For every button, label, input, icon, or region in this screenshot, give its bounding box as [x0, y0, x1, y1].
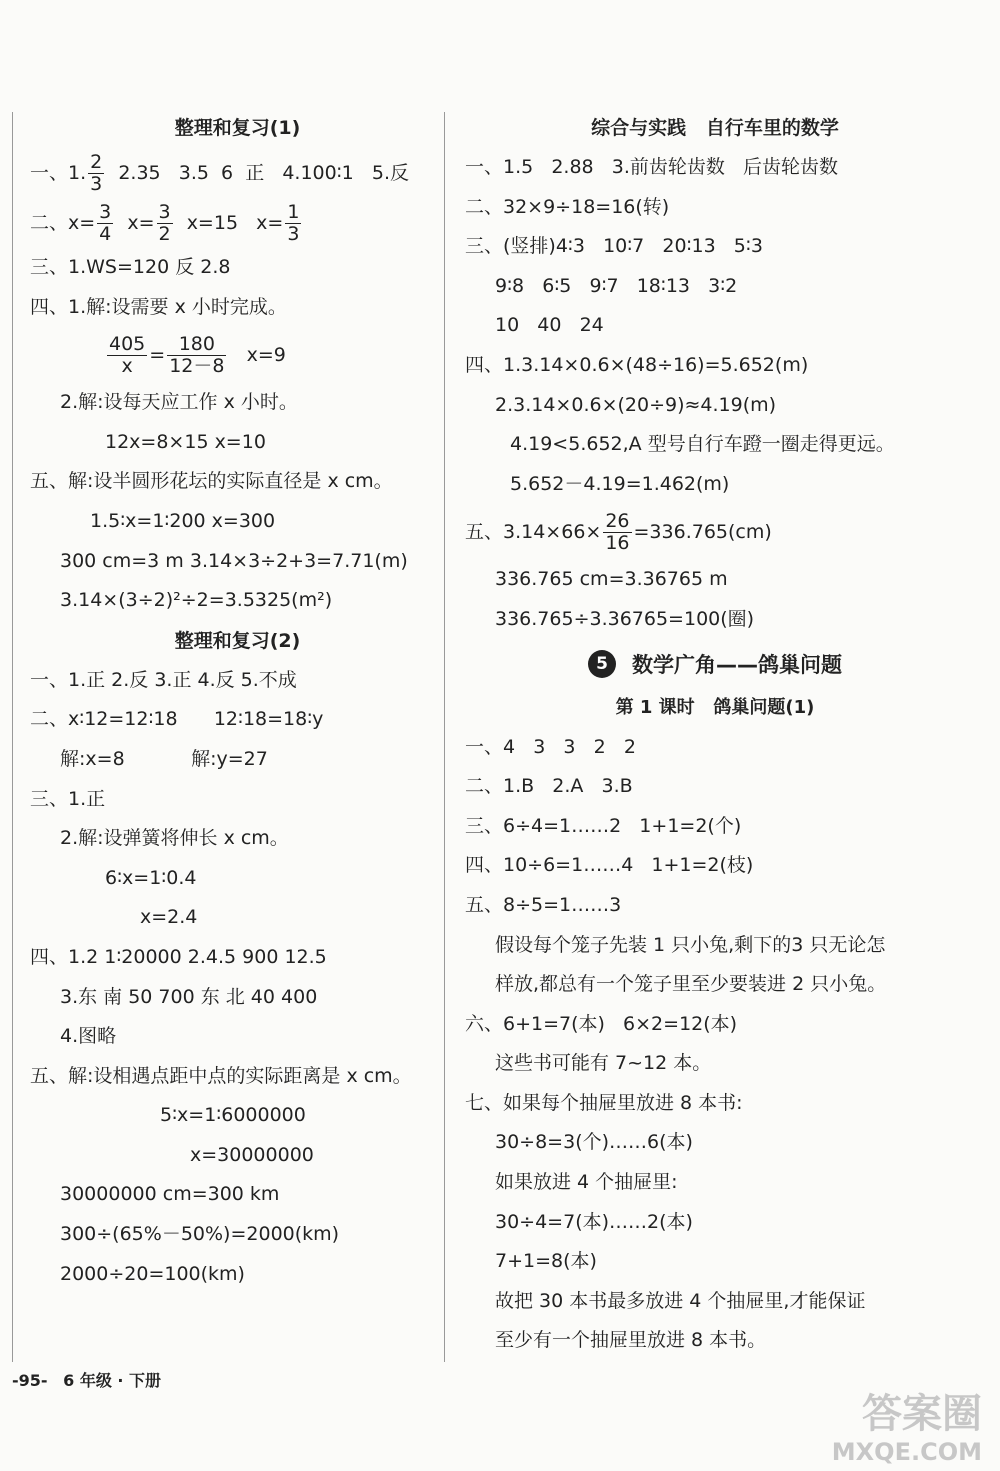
- answer-line: 336.765÷3.36765=100(圈): [495, 607, 755, 630]
- answer-line: x=30000000: [190, 1143, 314, 1166]
- left-column: [30, 108, 445, 1294]
- answer-line: 4.19<5.652,A 型号自行车蹬一圈走得更远。: [510, 433, 895, 456]
- denominator: 3: [287, 223, 300, 245]
- fraction: [88, 152, 104, 195]
- answer-text: 五、3.14×66×: [465, 521, 602, 544]
- fraction: [107, 334, 147, 377]
- numerator: 3: [99, 201, 112, 224]
- answer-line: 四、1.3.14×0.6×(48÷16)=5.652(m): [465, 353, 809, 376]
- lesson-title: 第 1 课时 鸽巢问题(1): [615, 696, 815, 718]
- section-title: 整理和复习(2): [174, 629, 301, 652]
- watermark-logo: 答案圈: [862, 1391, 982, 1437]
- answer-line: 30000000 cm=300 km: [60, 1183, 280, 1206]
- answer-text: x=15 x=: [174, 212, 284, 234]
- answer-line: 30÷4=7(本)……2(本): [495, 1210, 693, 1233]
- answer-line: 二、x∶12=12∶18 12∶18=18∶y: [30, 708, 324, 731]
- fraction: [97, 202, 113, 245]
- denominator: x: [121, 355, 133, 378]
- answer-line: [30, 327, 445, 383]
- answer-line: 二、1.B 2.A 3.B: [465, 775, 633, 798]
- section-title: 整理和复习(1): [174, 117, 301, 139]
- numerator: 3: [158, 201, 171, 224]
- answer-line: 至少有一个抽屉里放进 8 本书。: [495, 1329, 767, 1352]
- answer-line: 300÷(65%－50%)=2000(km): [60, 1223, 340, 1246]
- answer-line: x=2.4: [140, 906, 198, 929]
- numerator: 2: [90, 151, 103, 174]
- grade-label: 6 年级 · 下册: [63, 1371, 162, 1390]
- answer-line: 三、6÷4=1……2 1+1=2(个): [465, 814, 742, 837]
- answer-line: 四、10÷6=1……4 1+1=2(枝): [465, 854, 754, 877]
- numerator: 26: [605, 510, 630, 533]
- answer-line: 5.652－4.19=1.462(m): [510, 472, 730, 495]
- chapter-number-badge: 5: [588, 650, 616, 678]
- answer-line: 10 40 24: [495, 314, 604, 337]
- answer-text: x=9: [228, 344, 286, 367]
- section-title: 综合与实践 自行车里的数学: [591, 117, 839, 139]
- left-margin-line: [12, 112, 13, 1362]
- answer-text: =: [149, 344, 166, 367]
- answer-text: x=: [115, 212, 155, 234]
- answer-line: [465, 504, 965, 560]
- numerator: 405: [109, 333, 146, 356]
- fraction: [285, 202, 301, 245]
- right-column: [465, 108, 965, 1361]
- answer-text: 二、x=: [30, 212, 96, 234]
- answer-line: 3.东 南 50 700 东 北 40 400: [60, 985, 318, 1008]
- answer-line: 336.765 cm=3.36765 m: [495, 568, 728, 591]
- page-number: -95-: [12, 1371, 48, 1390]
- answer-line: 样放,都总有一个笼子里至少要装进 2 只小兔。: [495, 973, 887, 996]
- answer-line: 四、1.2 1∶20000 2.4.5 900 12.5: [30, 945, 327, 968]
- answer-text: =336.765(cm): [633, 521, 772, 544]
- answer-line: 7+1=8(本): [495, 1250, 597, 1273]
- denominator: 4: [99, 223, 112, 245]
- answer-line: 2000÷20=100(km): [60, 1262, 245, 1285]
- fraction: [167, 334, 226, 377]
- answer-line: 这些书可能有 7~12 本。: [495, 1052, 712, 1075]
- numerator: 180: [167, 334, 226, 356]
- answer-line: 六、6+1=7(本) 6×2=12(本): [465, 1012, 738, 1035]
- answer-line: 6∶x=1∶0.4: [105, 866, 197, 889]
- fraction: [603, 511, 631, 554]
- answer-line: 三、1.正: [30, 787, 106, 810]
- answer-line: 解:x=8 解:y=27: [60, 747, 268, 770]
- answer-line: 1.5∶x=1∶200 x=300: [90, 509, 276, 532]
- answer-line: [30, 198, 445, 248]
- answer-line: 如果放进 4 个抽屉里:: [495, 1171, 678, 1194]
- answer-line: 一、4 3 3 2 2: [465, 735, 636, 758]
- answer-line: 一、1.正 2.反 3.正 4.反 5.不成: [30, 668, 297, 691]
- answer-line: 三、1.WS=120 反 2.8: [30, 256, 231, 278]
- answer-text: 一、1.: [30, 162, 87, 184]
- chapter-title: 数学广角——鸽巢问题: [632, 652, 842, 677]
- answer-line: 5∶x=1∶6000000: [160, 1104, 306, 1127]
- answer-line: 9∶8 6∶5 9∶7 18∶13 3∶2: [495, 274, 738, 297]
- denominator: 2: [158, 223, 171, 245]
- answer-line: 五、解:设相遇点距中点的实际距离是 x cm。: [30, 1064, 412, 1087]
- answer-line: 300 cm=3 m 3.14×3÷2+3=7.71(m): [60, 549, 408, 572]
- answer-line: 三、(竖排)4∶3 10∶7 20∶13 5∶3: [465, 235, 763, 258]
- denominator: 12－8: [169, 355, 225, 378]
- answer-line: 四、1.解:设需要 x 小时完成。: [30, 295, 287, 318]
- answer-line: 12x=8×15 x=10: [105, 430, 266, 453]
- denominator: 16: [605, 532, 630, 555]
- answer-line: 30÷8=3(个)……6(本): [495, 1131, 693, 1154]
- answer-line: 七、如果每个抽屉里放进 8 本书:: [465, 1091, 743, 1114]
- answer-line: 3.14×(3÷2)²÷2=3.5325(m²): [60, 589, 333, 612]
- answer-line: 故把 30 本书最多放进 4 个抽屉里,才能保证: [495, 1289, 866, 1312]
- page-footer: [12, 1368, 171, 1391]
- answer-line: 假设每个笼子先装 1 只小兔,剩下的3 只无论怎: [495, 933, 886, 956]
- answer-line: [30, 148, 445, 198]
- numerator: 1: [287, 201, 300, 224]
- answer-line: 一、1.5 2.88 3.前齿轮齿数 后齿轮齿数: [465, 156, 839, 178]
- denominator: 3: [90, 173, 103, 195]
- answer-line: 2.3.14×0.6×(20÷9)≈4.19(m): [495, 393, 777, 416]
- answer-line: 2.解:设弹簧将伸长 x cm。: [60, 827, 289, 850]
- chapter-heading: [465, 640, 965, 688]
- watermark-url: MXQE.COM: [831, 1438, 982, 1466]
- fraction: [157, 202, 173, 245]
- answer-line: 二、32×9÷18=16(转): [465, 195, 670, 218]
- answer-line: 五、解:设半圆形花坛的实际直径是 x cm。: [30, 470, 393, 493]
- watermark: [832, 1390, 982, 1467]
- answer-line: 2.解:设每天应工作 x 小时。: [60, 391, 298, 414]
- answer-line: 五、8÷5=1……3: [465, 893, 622, 916]
- answer-text: 2.35 3.5 6 正 4.100∶1 5.反: [106, 162, 409, 184]
- answer-line: 4.图略: [60, 1025, 117, 1048]
